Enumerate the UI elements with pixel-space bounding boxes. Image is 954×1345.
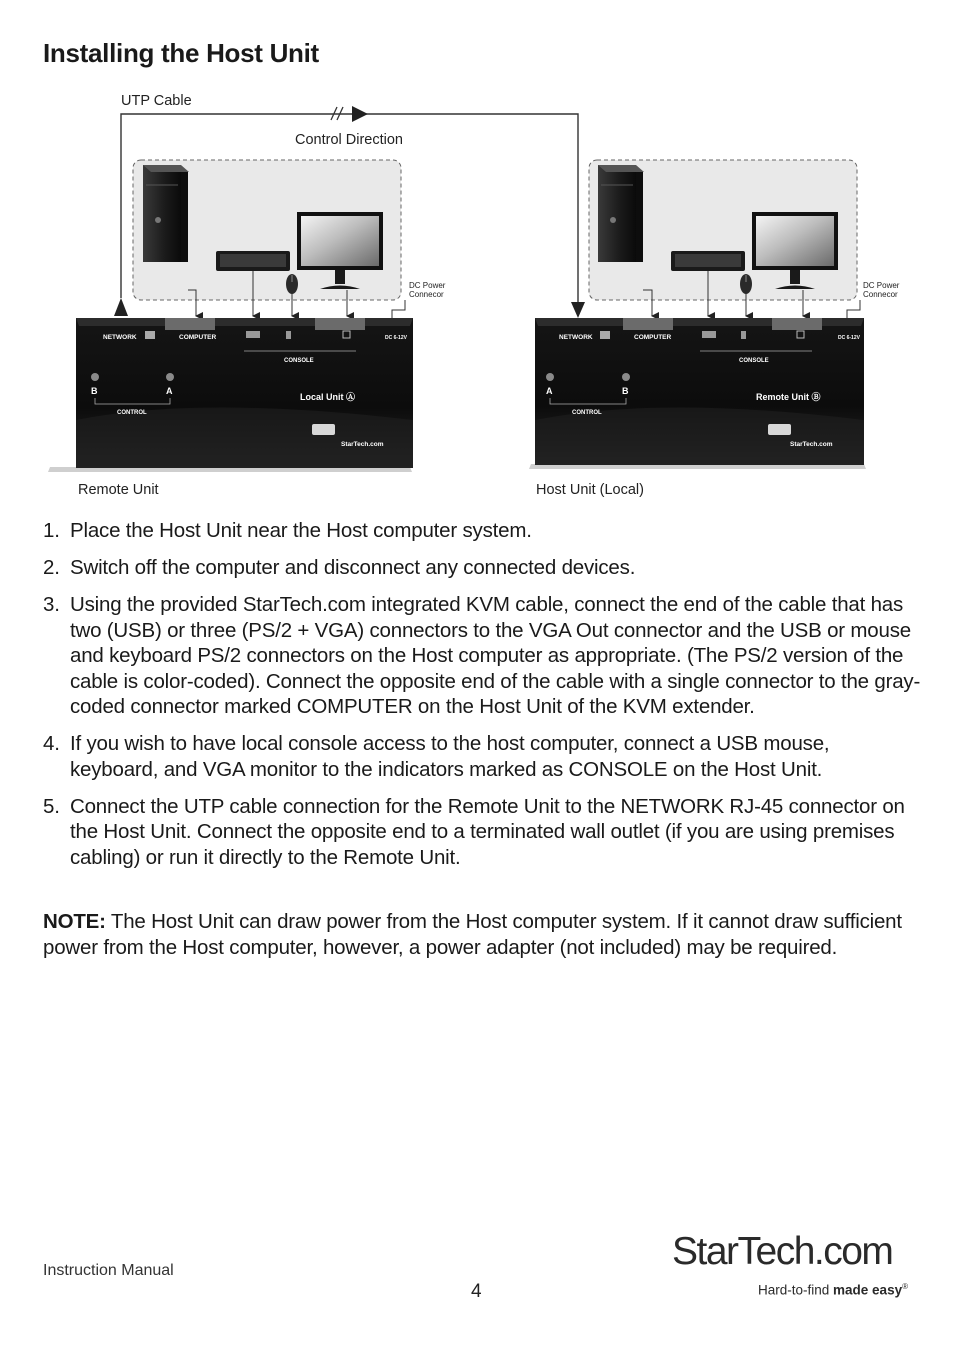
computer-tower-icon [143,165,189,262]
network-port-label: NETWORK [103,334,137,341]
remote-unit-name: Remote Unit Ⓑ [756,392,821,402]
step-3: 3. Using the provided StarTech.com integrated KVM cable, connect the end of the cable that has two (USB) or three (PS/2 + VGA) connectors to the VGA Out connector and the USB or mouse and keyboard PS/2 connectors on the Host computer as appropriate. (The PS/2 version of the cable is color-coded). Connect the opposite end of the cable with a single connector to the gray-coded connector marked COMPUTER on the Host Unit of the KVM extender. [43,593,921,718]
console-port-label: CONSOLE [739,358,769,364]
control-label: CONTROL [572,410,602,416]
network-port-label: NETWORK [559,334,593,341]
right-workstation [589,160,900,318]
svg-text:A: A [546,386,553,396]
local-unit-box [48,318,413,472]
step-2: 2. Switch off the computer and disconnect any connected devices. [43,556,636,579]
page-title: Installing the Host Unit [43,38,319,68]
dc-power-label: DC Power [409,281,446,290]
local-unit-name: Local Unit Ⓐ [300,392,356,402]
keyboard-icon [216,251,290,271]
left-workstation [133,160,446,318]
computer-port-label: COMPUTER [179,334,217,341]
dc-port-label: DC 6-12V [838,335,860,341]
svg-text:A: A [166,386,173,396]
control-direction-label: Control Direction [295,132,403,148]
brand-small: StarTech.com [341,441,384,448]
mouse-icon [286,274,298,294]
control-label: CONTROL [117,410,147,416]
console-port-label: CONSOLE [284,358,314,364]
utp-cable-label: UTP Cable [121,93,192,109]
brand-small: StarTech.com [790,441,833,448]
svg-text:Connecor: Connecor [409,290,444,299]
note-paragraph [43,909,923,960]
step-1: 1. Place the Host Unit near the Host computer system. [43,519,532,542]
svg-text:B: B [91,386,98,396]
logo-tagline: Hard-to-find made easy® [758,1282,908,1298]
keyboard-icon [671,251,745,271]
page-number: 4 [471,1281,482,1302]
footer-manual-label: Instruction Manual [43,1262,174,1279]
remote-unit-box [529,318,866,469]
note-text: The Host Unit can draw power from the Host computer system. If it cannot draw sufficient power from the Host computer, however, a power adapter (not included) may be required. [43,910,902,959]
computer-port-label: COMPUTER [634,334,672,341]
instruction-steps [43,518,923,882]
note-label: NOTE: [43,910,106,933]
mouse-icon [740,274,752,294]
svg-text:B: B [622,386,629,396]
dc-port-label: DC 6-12V [385,335,407,341]
host-unit-caption: Host Unit (Local) [536,482,644,498]
logo-wordmark: StarTech.com [672,1230,893,1273]
remote-unit-caption: Remote Unit [78,482,159,498]
step-5: 5. Connect the UTP cable connection for the Remote Unit to the NETWORK RJ-45 connector on the Host Unit. Connect the opposite end to a terminated wall outlet (if you are using premises cabling) or run it directly to the Remote Unit. [43,794,905,869]
step-4: 4. If you wish to have local console access to the host computer, connect a USB mouse, keyboard, and VGA monitor to the indicators marked as CONSOLE on the Host Unit. [43,732,830,781]
svg-text:Connecor: Connecor [863,290,898,299]
connection-diagram [0,0,954,505]
dc-power-label: DC Power [863,281,900,290]
computer-tower-icon [598,165,644,262]
control-direction-arrow [352,106,368,122]
startech-logo [672,1230,912,1305]
